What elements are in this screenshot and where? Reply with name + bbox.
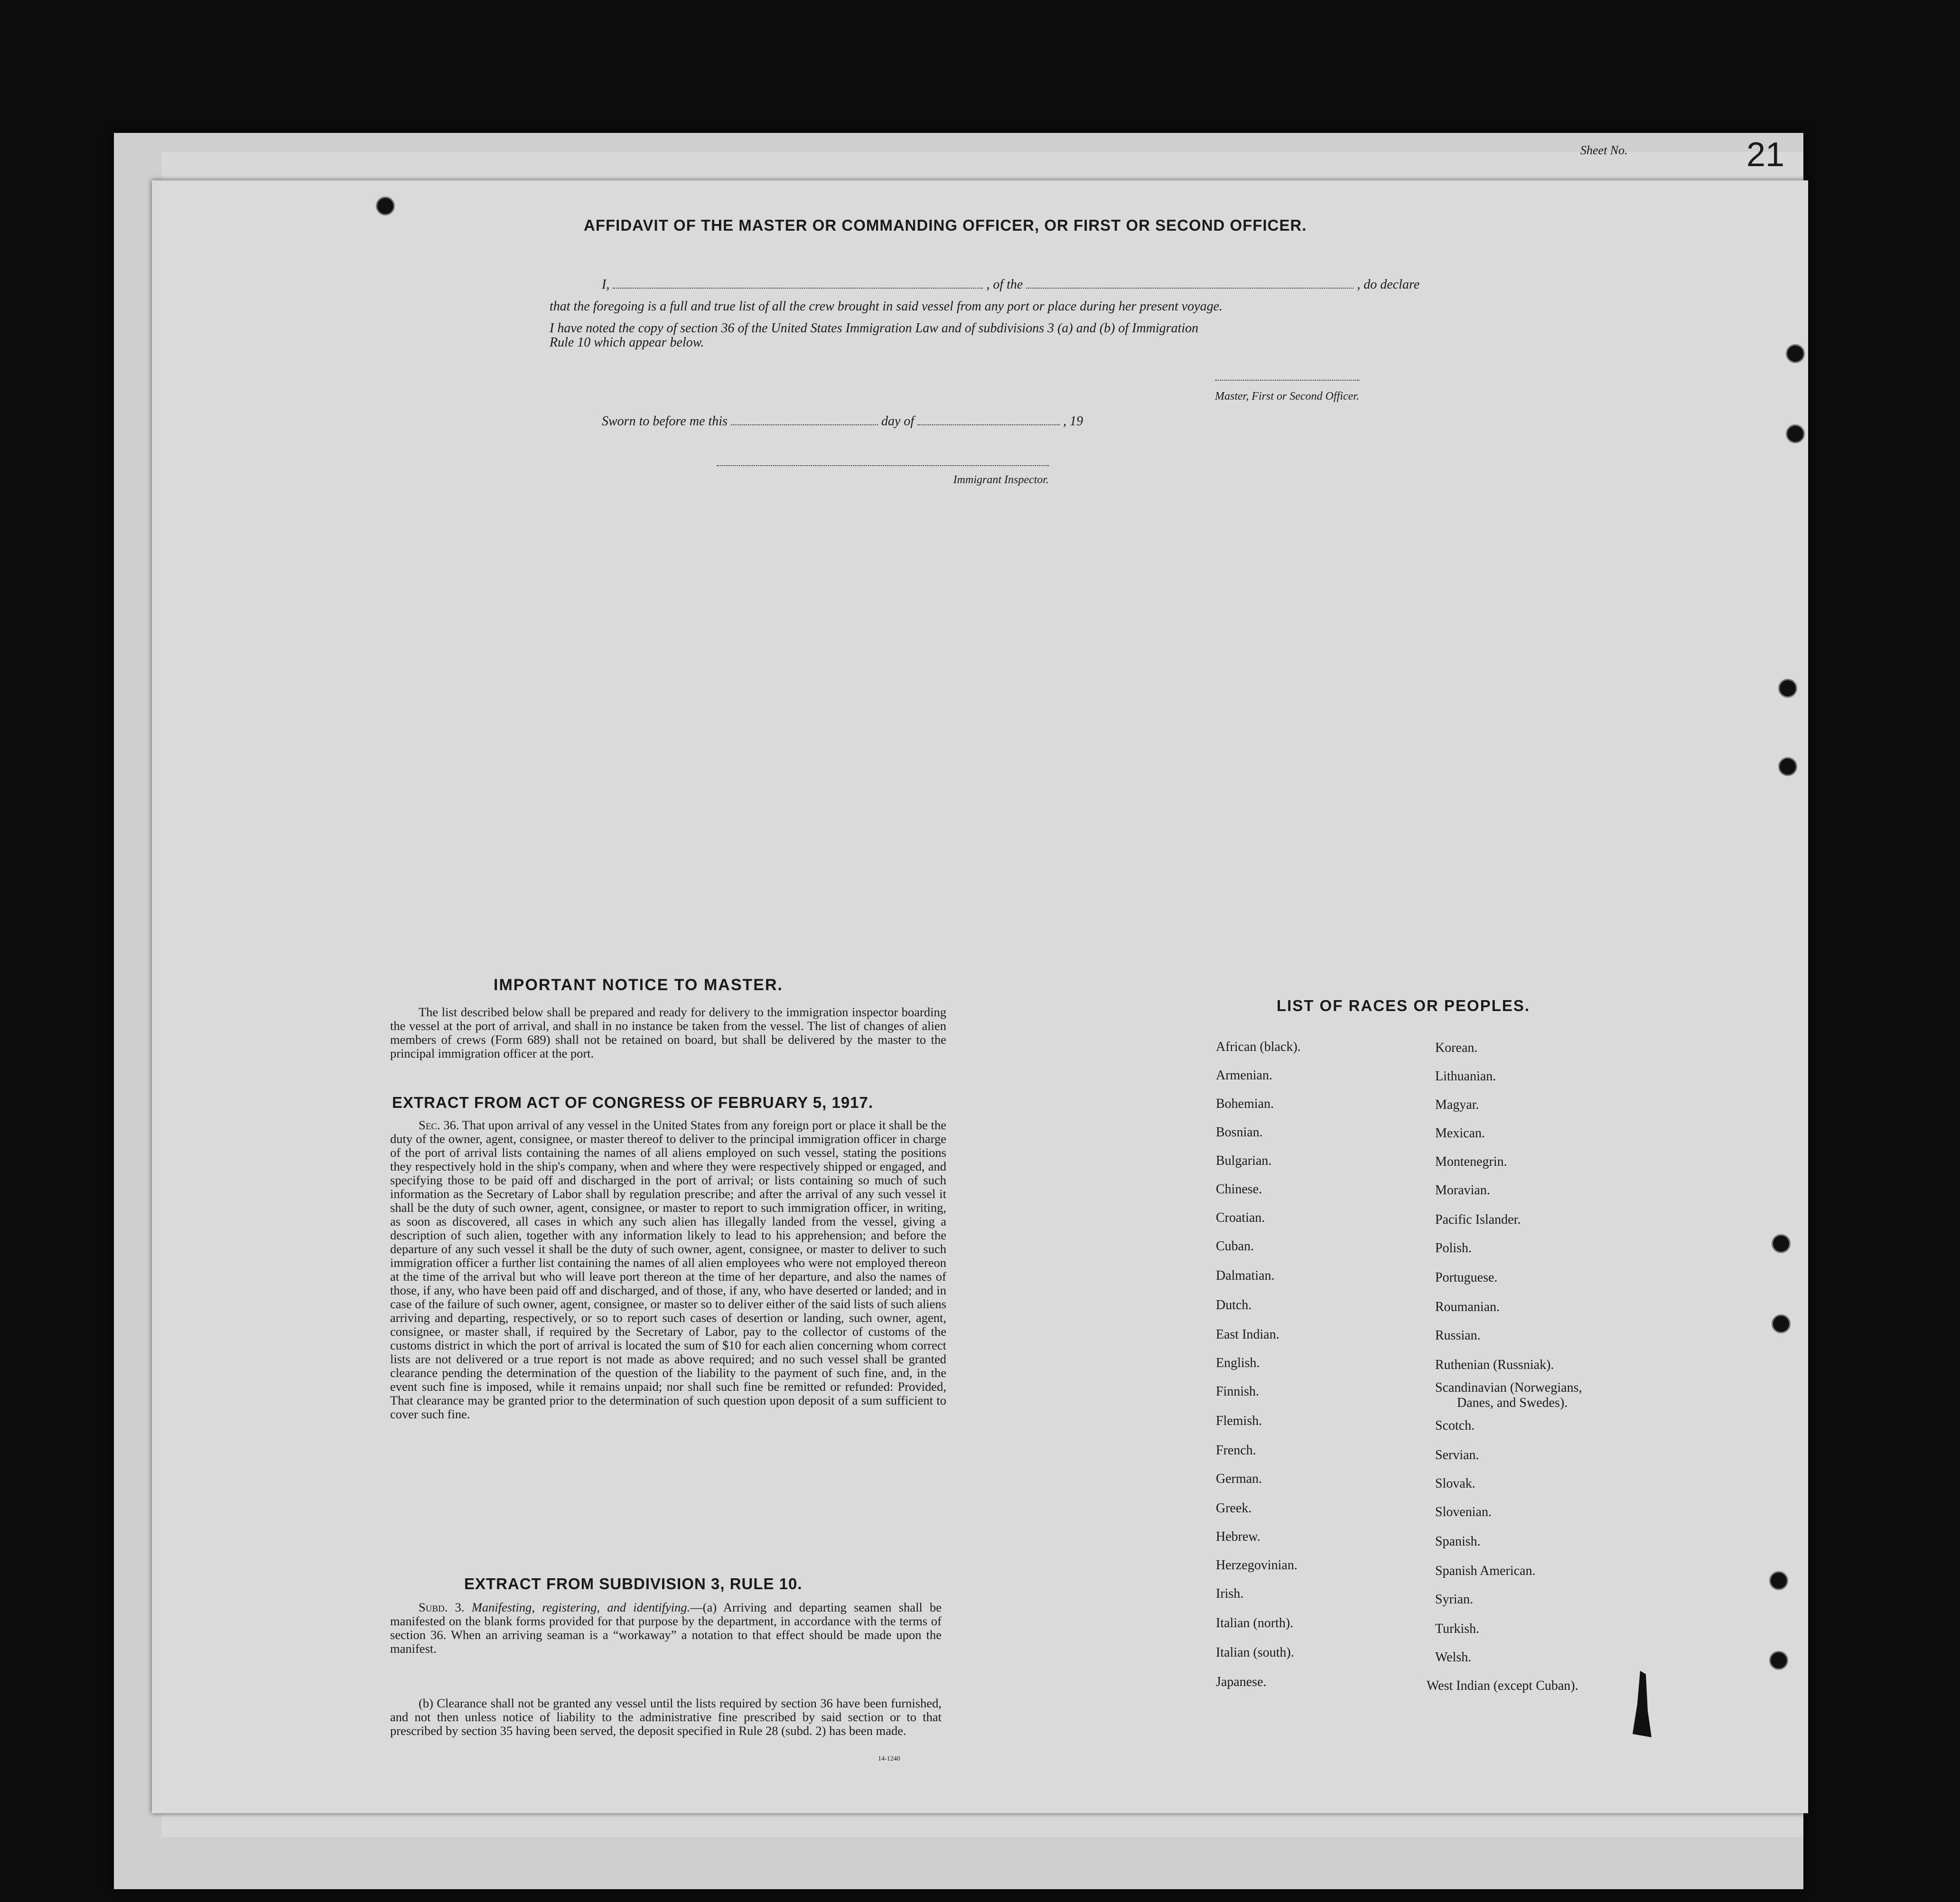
punch-hole-icon [1769, 1651, 1788, 1670]
race-item: Spanish. [1435, 1534, 1481, 1549]
act-section-label: Sec. 36. [419, 1118, 459, 1132]
race-item: Japanese. [1216, 1675, 1267, 1689]
race-item: Pacific Islander. [1435, 1212, 1521, 1227]
race-item: Russian. [1435, 1328, 1481, 1343]
affidavit-line-1 [602, 277, 1419, 292]
race-item: Italian (south). [1216, 1645, 1294, 1660]
sheet-number-label: Sheet No. [1580, 143, 1628, 157]
race-item: Syrian. [1435, 1592, 1474, 1607]
race-item: Spanish American. [1435, 1564, 1536, 1578]
race-item: Slovenian. [1435, 1505, 1492, 1519]
race-item: Italian (north). [1216, 1616, 1294, 1630]
race-item: German. [1216, 1471, 1262, 1486]
race-item: Danes, and Swedes). [1457, 1396, 1568, 1410]
rule-title: EXTRACT FROM SUBDIVISION 3, RULE 10. [464, 1575, 803, 1593]
rule-subd-heading: Manifesting, registering, and identifying. [471, 1600, 691, 1614]
act-section-text: That upon arrival of any vessel in the United States from any foreign port or place it shall be the duty of the owner, agent, consignee, or master thereof to deliver to the principal immigration officer in charge of the port of arrival lists containing the names of all aliens employed on such vessel, stating the positions they respectively hold in the ship's company, when and where they were respectively shipped or engaged, and specifying those to be paid off and discharged in the port of arrival; or lists containing so much of such information as the Secretary of Labor shall by regulation prescribe; and after the arrival of any such vessel it shall be the duty of such owner, agent, consignee, or master to report to such immigration officer, in writing, as soon as discovered, all cases in which any such alien has illegally landed from the vessel, giving a description of such alien, together with any information likely to lead to his apprehension; and before the departure of any such vessel it shall be the duty of such owner, agent, consignee, or master to deliver to such immigration officer a further list containing the names of all alien employees who were not employed thereon at the time of the arrival but who will leave port thereon at the time of her departure, and also the names of those, if any, who have been paid off and discharged, and of those, if any, who have deserted or landed; and in case of the failure of such owner, agent, consignee, or master so to deliver either of the said lists of such aliens arriving and departing, respectively, or so to report such cases of desertion or landing, such owner, agent, consignee, or master shall, if required by the Secretary of Labor, pay to the collector of customs of the customs district in which the port of arrival is located the sum of $10 for each alien concerning whom correct lists are not delivered or a true report is not made as above required; and no such vessel shall be granted clearance pending the determination of the question of the liability to the payment of such fine, and, in the event such fine is imposed, while it remains unpaid; nor shall such fine be remitted or refunded: Provided, That clearance may be granted prior to the determination of such question upon deposit of a sum sufficient to cover such fine. [390, 1118, 946, 1421]
act-title: EXTRACT FROM ACT OF CONGRESS OF FEBRUARY 5, 1917. [392, 1094, 874, 1111]
race-item: Korean. [1435, 1040, 1478, 1055]
race-item: Bosnian. [1216, 1125, 1263, 1140]
race-item: Hebrew. [1216, 1529, 1260, 1544]
race-item: Scotch. [1435, 1418, 1475, 1433]
vessel-name-field[interactable] [1026, 288, 1353, 289]
race-item: West Indian (except Cuban). [1427, 1678, 1578, 1693]
race-item: Scandinavian (Norwegians, [1435, 1380, 1582, 1395]
race-item: Lithuanian. [1435, 1069, 1496, 1084]
punch-hole-icon [1769, 1571, 1788, 1590]
sworn-text: Sworn to before me this [602, 414, 728, 429]
race-item: African (black). [1216, 1040, 1301, 1054]
affidavit-line-4: Rule 10 which appear below. [550, 335, 704, 350]
race-item: Herzegovinian. [1216, 1558, 1297, 1573]
race-item: French. [1216, 1443, 1256, 1458]
race-item: Irish. [1216, 1586, 1244, 1601]
race-item: Ruthenian (Russniak). [1435, 1358, 1554, 1372]
year-text: , 19 [1063, 414, 1083, 429]
rule-para-a [390, 1601, 942, 1656]
inspector-signature-label: Immigrant Inspector. [717, 465, 1049, 487]
rule-para-b: (b) Clearance shall not be granted any vessel until the lists required by section 36 have been furnished, and not then unless notice of liability to the administrative fine prescribed by said section or to that prescribed by section 35 having been served, the deposit specified in Rule 28 (subd. 2) has been made. [390, 1696, 942, 1738]
punch-hole-icon [1772, 1314, 1791, 1333]
day-of-text: day of [881, 414, 915, 429]
bleed-through-text [389, 209, 1765, 237]
race-item: Polish. [1435, 1241, 1472, 1256]
punch-hole-icon [1786, 424, 1805, 443]
race-item: Montenegrin. [1435, 1154, 1507, 1169]
race-item: Dutch. [1216, 1298, 1252, 1312]
rule-para-a-text: —(a) Arriving and departing seamen shall be manifested on the blank forms provided for that purpose by the department, in accordance with the terms of section 36. When an arriving seaman is a “workaway” a notation to that effect should be made upon the manifest. [390, 1600, 942, 1656]
race-item: Slovak. [1435, 1476, 1475, 1491]
punch-hole-icon [1786, 344, 1805, 363]
race-item: Roumanian. [1435, 1300, 1500, 1314]
race-item: Greek. [1216, 1501, 1252, 1516]
race-item: Mexican. [1435, 1126, 1485, 1141]
race-item: Cuban. [1216, 1239, 1254, 1254]
sheet-number-value: 21 [1746, 136, 1785, 174]
race-item: Finnish. [1216, 1384, 1260, 1399]
race-item: Magyar. [1435, 1097, 1479, 1112]
race-item: Chinese. [1216, 1182, 1262, 1197]
race-item: English. [1216, 1356, 1260, 1370]
race-item: Portuguese. [1435, 1270, 1498, 1285]
race-item: Dalmatian. [1216, 1268, 1275, 1283]
master-name-field[interactable] [613, 288, 983, 289]
punch-hole-icon [1778, 757, 1797, 776]
race-item: Welsh. [1435, 1650, 1472, 1665]
notice-title: IMPORTANT NOTICE TO MASTER. [494, 976, 783, 994]
rule-subd-label: Subd. 3. [419, 1600, 465, 1614]
sworn-line [602, 414, 1083, 429]
affidavit-of-the: , of the [986, 277, 1023, 292]
sworn-month-field[interactable] [917, 424, 1060, 425]
form-number: 14-1240 [878, 1755, 900, 1762]
race-item: Bulgarian. [1216, 1153, 1272, 1168]
race-item: Armenian. [1216, 1068, 1272, 1083]
race-item: Turkish. [1435, 1621, 1480, 1636]
punch-hole-icon [1778, 679, 1797, 698]
punch-hole-icon [1772, 1234, 1791, 1253]
races-title: LIST OF RACES OR PEOPLES. [1277, 997, 1531, 1014]
race-item: Servian. [1435, 1448, 1479, 1462]
affidavit-line-2: that the foregoing is a full and true list of all the crew brought in said vessel from any port or place during her present voyage. [550, 299, 1223, 314]
race-item: Moravian. [1435, 1183, 1490, 1198]
affidavit-title: AFFIDAVIT OF THE MASTER OR COMMANDING OFFICER, OR FIRST OR SECOND OFFICER. [584, 216, 1307, 234]
master-signature-label: Master, First or Second Officer. [1215, 380, 1359, 403]
sworn-day-field[interactable] [731, 424, 878, 425]
race-item: Bohemian. [1216, 1096, 1274, 1111]
race-item: East Indian. [1216, 1327, 1279, 1342]
affidavit-do-declare: , do declare [1357, 277, 1420, 292]
act-body [390, 1118, 946, 1421]
race-item: Croatian. [1216, 1210, 1265, 1225]
notice-body: The list described below shall be prepared and ready for delivery to the immigration inspector boarding the vessel at the port of arrival, and shall in no instance be taken from the vessel. The list of changes of alien members of crews (Form 689) shall not be retained on board, but shall be delivered by the master to the principal immigration officer at the port. [390, 1005, 946, 1060]
affidavit-line-3: I have noted the copy of section 36 of the United States Immigration Law and of subdivisions 3 (a) and (b) of Immigration [550, 321, 1199, 336]
race-item: Flemish. [1216, 1414, 1262, 1428]
affidavit-i: I, [602, 277, 610, 292]
